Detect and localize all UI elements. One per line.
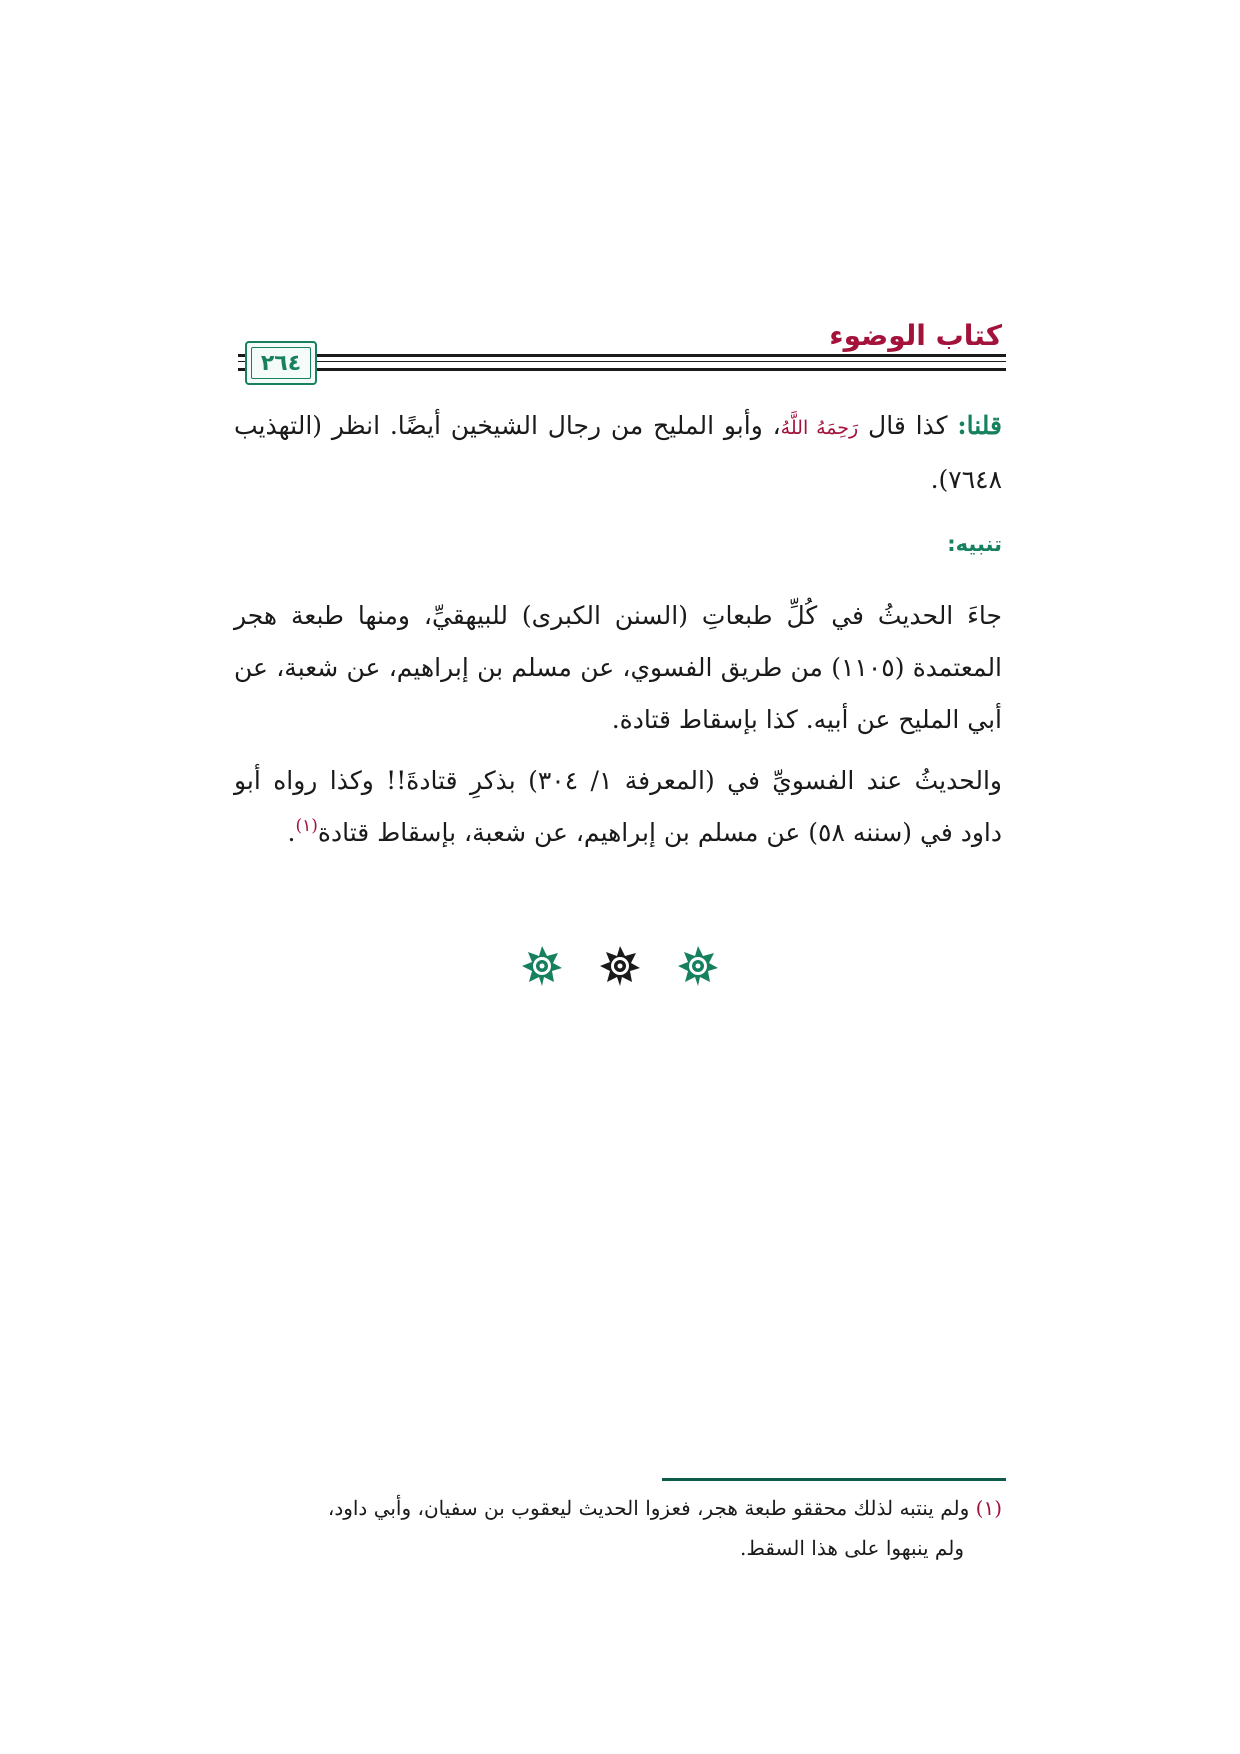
paragraph-end: . — [287, 818, 296, 847]
note-heading: تنبيه: — [947, 532, 1002, 556]
section-ornament — [520, 944, 720, 988]
star-ornament-icon — [520, 944, 564, 988]
paragraph-note: جاءَ الحديثُ في كُلِّ طبعاتِ (السنن الكبرى) للبيهقيِّ، ومنها طبعة هجر المعتمدة (١١٠٥) من طريق الفسوي، عن مسلم بن إبراهيم، عن شعبة، عن أبي المليح عن أبيه. كذا بإسقاط قتادة. — [234, 601, 1003, 734]
page-number-frame — [245, 341, 317, 385]
footnote-text-continued: ولم ينبهوا على هذا السقط. — [739, 1536, 964, 1560]
running-header-title: كتاب الوضوء — [829, 319, 1002, 352]
honorific-glyph: رَحِمَهُ اللَّهُ — [780, 417, 859, 439]
paragraph-lead: قلنا: — [957, 411, 1002, 440]
page-number: ٢٦٤ — [260, 350, 302, 376]
paragraph-qulna — [234, 400, 1002, 506]
header-rule-thin — [238, 361, 1006, 362]
header-rule-thick — [238, 354, 1006, 357]
footnote-reference: (١) — [295, 816, 318, 836]
paragraph-fasawi — [234, 755, 1002, 862]
paragraph-text: والحديثُ عند الفسويِّ في (المعرفة ١/ ٣٠٤) بذكرِ قتادةَ!! وكذا رواه أبو داود في (سننه ٥٨) عن مسلم بن إبراهيم، عن شعبة، بإسقاط قتادة — [234, 766, 1002, 847]
paragraph-text: ، وأبو المليح من رجال الشيخين أيضًا. انظر (التهذيب ٧٦٤٨). — [234, 411, 1002, 494]
paragraph-text: كذا قال — [858, 411, 958, 440]
star-ornament-icon — [676, 944, 720, 988]
footnote-text: ولم ينتبه لذلك محققو طبعة هجر، فعزوا الحديث ليعقوب بن سفيان، وأبي داود، — [327, 1496, 976, 1520]
header-rules — [238, 336, 1006, 392]
footnote — [234, 1488, 1002, 1568]
footnote-number: (١) — [975, 1496, 1002, 1520]
header-rule-thick-2 — [238, 368, 1006, 371]
star-ornament-icon — [598, 944, 642, 988]
footnote-separator — [662, 1478, 1006, 1481]
